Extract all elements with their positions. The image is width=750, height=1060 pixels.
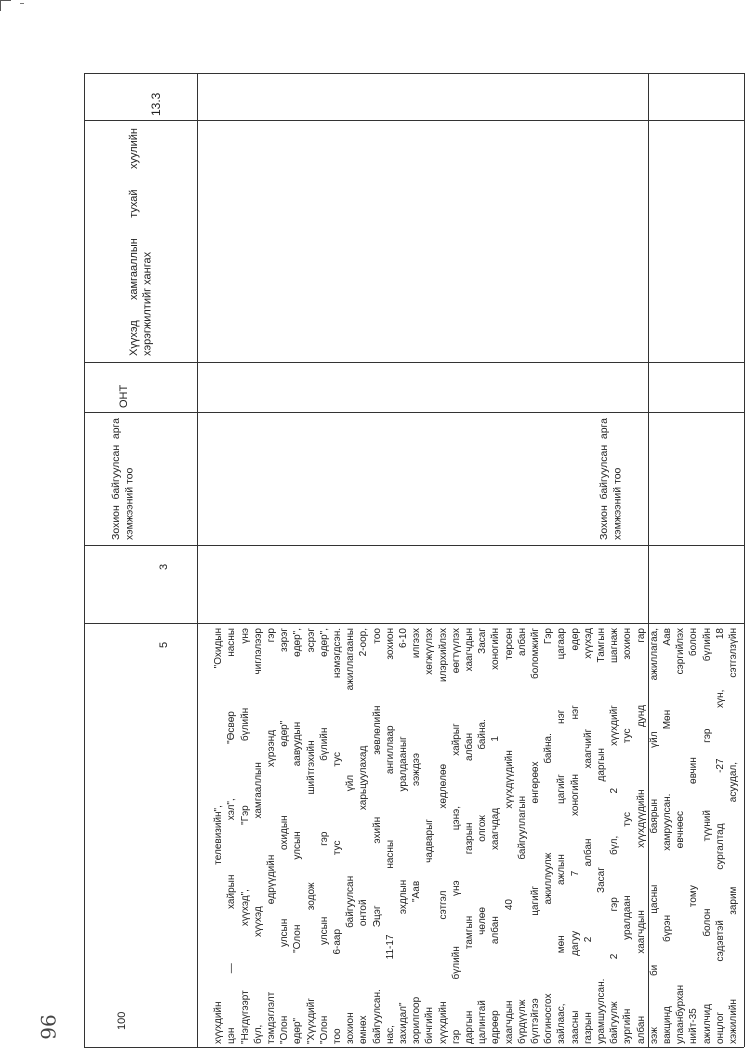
report-line: ээж би цасны баярын үйл ажиллагаа, <box>648 628 660 1044</box>
report-line: вакцинд бүрэн хамруулсан. Мөн Аав <box>662 628 673 1044</box>
report-line: өмнөх онтой харьцуулахад 2-оор, <box>358 628 370 1044</box>
table-col-divider-1 <box>197 73 198 1047</box>
report-line: хэжилийн зарим асуудал, сэтгэлзүйн <box>728 628 739 1044</box>
report-line: урамшуулсан. Засаг даргын Тамгын <box>596 628 607 1044</box>
target-value: 5 <box>158 641 170 648</box>
responsible-unit: ОНТ <box>118 384 130 408</box>
report-line: даргын тамгын газрын албан хаагчдын <box>464 628 475 1044</box>
report-line: хүүхдийн телевизийн", "Охидын <box>213 628 225 1044</box>
table-line-5 <box>84 623 744 624</box>
table-line-4 <box>84 545 744 546</box>
scan-corner-dot <box>20 3 24 4</box>
report-line: өдрөөр албан хаагчдад 1 хоногийн <box>490 628 502 1044</box>
report-line: "Нэгдүгээрт хүүхэд", "Гэр бүлийн үнэ <box>239 628 251 1044</box>
report-line: нас, 11-17 насны ангиллаар зохион <box>384 628 396 1044</box>
indicator-label: Зохион байгуулсан арга хэмжээний тоо <box>110 418 136 540</box>
report-line: газрын 2 албан хаагчийг хүүхэд <box>582 628 594 1044</box>
report-line: ажилчид болон түүний гэр бүлийн <box>701 628 713 1044</box>
report-line: захидал" эхдлын уралдааныг 6-10 <box>398 628 409 1044</box>
report-line: бүрдүүлж байгууллагын албан <box>516 628 528 1044</box>
report-line: тэмдэглэлт өдрүүдийн хүрээнд гэр <box>266 628 277 1044</box>
report-line: улаанбурхан өвчнөөс сэргийлэх <box>675 628 687 1044</box>
indicator-label-continued: Зохион байгуулсан арга хэмжээний тоо <box>598 418 624 540</box>
report-line: гэр бүлийн үнэ цэнэ, хайрыг өөгтүүлэх <box>450 628 462 1044</box>
report-line: богиносгох ажиллуулж байна. Гэр <box>543 628 555 1044</box>
table-border-bottom <box>84 1047 744 1048</box>
measure-title: Хүүхэд хамгааллын тухай хуулийн хэрэгжилтийг хангах <box>128 128 154 356</box>
report-line: "Олон улсын охидын өдөр" зэрэг <box>279 628 291 1044</box>
row-number: 13.3 <box>149 92 163 116</box>
table-line-1 <box>84 120 744 121</box>
report-line: зургийн уралдаан тус тус зохион <box>622 628 634 1044</box>
report-line: хүүхдийн сэтгэл хөдлөлөө илэрхийлэх <box>437 628 449 1044</box>
report-line: бүл, хүүхэд хамгааллын чиглэлээр <box>252 628 264 1044</box>
report-line: зохион байгуулсан үйл ажиллагааны <box>345 628 357 1044</box>
scan-corner-mark <box>0 0 11 11</box>
baseline-value: 3 <box>158 563 170 570</box>
report-line: бүлтэйгээ цагийг өнгөрөөх боломжийг <box>530 628 541 1044</box>
report-line: нийт-35 тому өвчин болон <box>688 628 700 1044</box>
report-line: цалинтай чөлөө олгож байна. Засаг <box>477 628 489 1044</box>
report-line: зайлаас, мөн ажлын цагийг нэг цагаар <box>556 628 568 1044</box>
report-line: заасны дагуу 7 хоногийн нэг өдөр <box>569 628 581 1044</box>
table-line-3 <box>84 412 744 413</box>
report-line: "Хүүхдийг зодож шийтгэхийн эсрэг <box>305 628 317 1044</box>
report-line: цэн — хайрын хэл", "Өсвөр насны <box>226 628 238 1044</box>
report-line: хаагчдын 40 хүүхдүүдийн төрсөн <box>503 628 515 1044</box>
report-line: байгуулсан. Эцэг эхийн зөвлөлийн тоо <box>371 628 383 1044</box>
table-line-2 <box>84 362 744 363</box>
report-line: онцлог сэдэвтэй сургалтад -27 хүн, 18 <box>714 628 726 1044</box>
table-border-left <box>84 73 85 1047</box>
report-line: албан хаагчдын хүүхдүүдийн дунд гар <box>635 628 647 1044</box>
report-text-block <box>200 628 740 1044</box>
report-line: тоо 6-аар тус тус нэмэгдсэн. <box>332 628 343 1044</box>
page-number: 96 <box>36 1014 61 1040</box>
report-line: "Олон улсын гэр бүлийн өдөр", <box>318 628 330 1044</box>
report-line: бичгийн чадварыг хөгжүүлэх <box>424 628 436 1044</box>
report-line: өдөр" "Олон улсын аавуудын өдөр", <box>292 628 304 1044</box>
percent-value: 100 <box>116 1011 128 1030</box>
report-line: зорилгоор "Аав ээждээ илгээх <box>411 628 423 1044</box>
table-border-top <box>84 73 744 74</box>
table-border-right <box>744 73 745 1047</box>
report-line: байгуулж 2 гэр бүл, 2 хүүхдийг шагнаж <box>609 628 621 1044</box>
